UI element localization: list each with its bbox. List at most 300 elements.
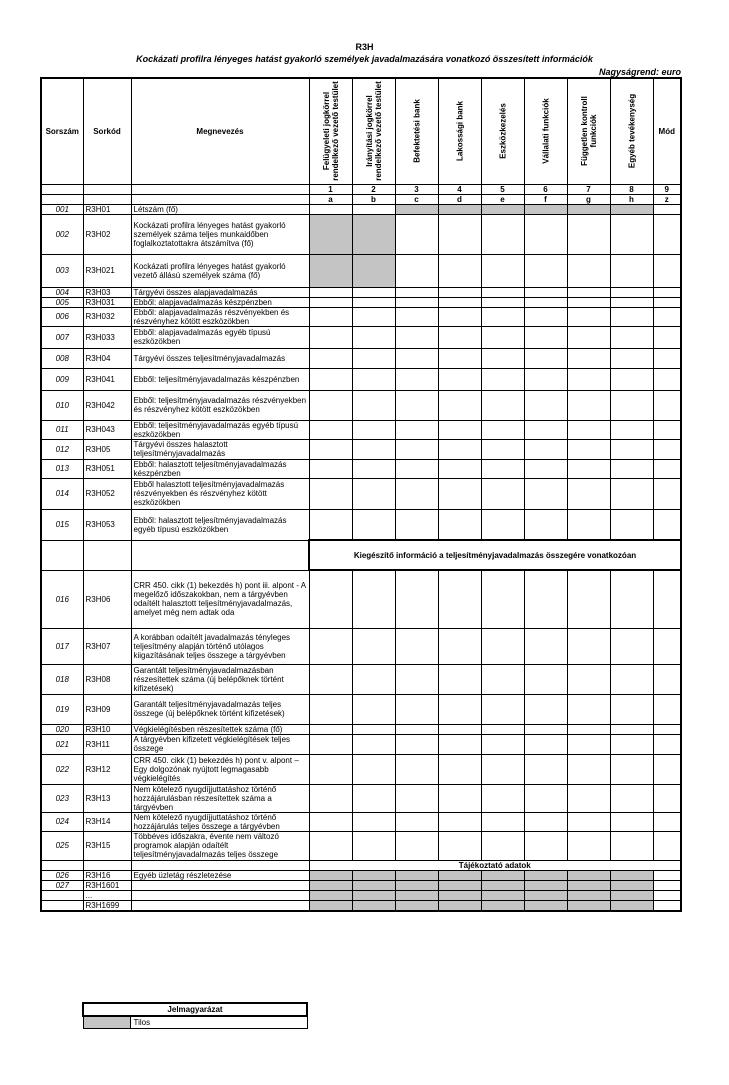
- data-cell[interactable]: [481, 287, 524, 297]
- data-cell[interactable]: [438, 307, 481, 326]
- row-megnevezes: Ebből: halasztott teljesítményjavadalmazás készpénzben: [131, 459, 309, 478]
- data-cell[interactable]: [438, 812, 481, 831]
- data-cell[interactable]: [395, 570, 438, 628]
- data-cell[interactable]: [653, 724, 681, 734]
- data-cell[interactable]: [653, 784, 681, 812]
- data-cell[interactable]: [309, 439, 352, 459]
- row-sorkod: R3H13: [83, 784, 131, 812]
- data-cell[interactable]: [610, 297, 653, 307]
- data-cell[interactable]: [653, 348, 681, 368]
- data-cell[interactable]: [567, 254, 610, 287]
- legend-title: Jelmagyarázat: [83, 1003, 307, 1016]
- row-sorkod: R3H05: [83, 439, 131, 459]
- row-sorkod: R3H052: [83, 478, 131, 509]
- data-cell[interactable]: [567, 812, 610, 831]
- data-cell[interactable]: [309, 831, 352, 860]
- data-cell[interactable]: [309, 734, 352, 754]
- data-cell[interactable]: [653, 664, 681, 694]
- data-cell: [481, 900, 524, 911]
- header-sorkod: Sorkód: [83, 78, 131, 184]
- data-cell[interactable]: [524, 459, 567, 478]
- data-cell[interactable]: [653, 890, 681, 900]
- data-cell[interactable]: [352, 784, 395, 812]
- data-cell[interactable]: [395, 784, 438, 812]
- data-cell[interactable]: [309, 694, 352, 724]
- data-cell[interactable]: [352, 734, 395, 754]
- data-cell[interactable]: [481, 694, 524, 724]
- data-cell[interactable]: [352, 509, 395, 540]
- data-cell[interactable]: [524, 509, 567, 540]
- row-megnevezes: Nem kötelező nyugdíjjuttatáshoz történő hozzájárulásban részesítettek száma a tárgyévben: [131, 784, 309, 812]
- data-cell[interactable]: [309, 326, 352, 348]
- data-cell[interactable]: [610, 664, 653, 694]
- data-cell[interactable]: [610, 390, 653, 420]
- data-cell[interactable]: [524, 287, 567, 297]
- data-cell[interactable]: [610, 287, 653, 297]
- data-cell[interactable]: [352, 420, 395, 439]
- data-cell[interactable]: [653, 297, 681, 307]
- row-megnevezes: Többéves időszakra, évente nem változó programok alapján odaítélt teljesítményjavadalmazás teljes összege: [131, 831, 309, 860]
- data-cell[interactable]: [481, 628, 524, 664]
- data-cell[interactable]: [524, 297, 567, 307]
- data-cell[interactable]: [610, 478, 653, 509]
- data-cell[interactable]: [309, 784, 352, 812]
- data-cell[interactable]: [653, 880, 681, 890]
- data-cell[interactable]: [610, 326, 653, 348]
- row-sorszam: 010: [41, 390, 83, 420]
- row-megnevezes: Ebből: teljesítményjavadalmazás részvényekben és részvényhez kötött eszközökben: [131, 390, 309, 420]
- data-cell[interactable]: [438, 420, 481, 439]
- data-cell: [395, 870, 438, 880]
- data-cell[interactable]: [309, 297, 352, 307]
- data-cell[interactable]: [481, 439, 524, 459]
- data-cell[interactable]: [352, 478, 395, 509]
- data-cell[interactable]: [352, 348, 395, 368]
- data-cell[interactable]: [610, 459, 653, 478]
- data-cell[interactable]: [481, 254, 524, 287]
- data-cell[interactable]: [524, 214, 567, 254]
- data-cell[interactable]: [567, 439, 610, 459]
- data-cell[interactable]: [352, 368, 395, 390]
- row-megnevezes: Garantált teljesítményjavadalmazásban részesítettek száma (új belépőknek történt kifizetések): [131, 664, 309, 694]
- data-cell[interactable]: [438, 694, 481, 724]
- data-cell[interactable]: [653, 570, 681, 628]
- data-cell[interactable]: [653, 870, 681, 880]
- data-cell: [567, 890, 610, 900]
- data-cell[interactable]: [481, 420, 524, 439]
- header-sorszam: Sorszám: [41, 78, 83, 184]
- data-cell[interactable]: [395, 459, 438, 478]
- row-megnevezes: Nem kötelező nyugdíjjuttatáshoz történő hozzájárulás teljes összege a tárgyévben: [131, 812, 309, 831]
- data-cell[interactable]: [352, 628, 395, 664]
- data-cell[interactable]: [610, 628, 653, 664]
- data-cell[interactable]: [481, 478, 524, 509]
- data-cell[interactable]: [309, 459, 352, 478]
- data-cell: [567, 880, 610, 890]
- row-sorszam: 005: [41, 297, 83, 307]
- table-row: [41, 509, 681, 540]
- row-sorkod: ...: [83, 890, 131, 900]
- data-cell[interactable]: [438, 734, 481, 754]
- data-cell: [524, 204, 567, 214]
- data-cell[interactable]: [653, 754, 681, 784]
- data-cell[interactable]: [610, 812, 653, 831]
- data-cell[interactable]: [395, 368, 438, 390]
- data-cell[interactable]: [653, 307, 681, 326]
- data-cell[interactable]: [438, 214, 481, 254]
- data-cell[interactable]: [653, 439, 681, 459]
- data-cell[interactable]: [524, 348, 567, 368]
- data-cell[interactable]: [567, 570, 610, 628]
- data-cell[interactable]: [395, 390, 438, 420]
- data-cell[interactable]: [309, 368, 352, 390]
- data-cell: [352, 900, 395, 911]
- data-cell[interactable]: [438, 254, 481, 287]
- data-cell[interactable]: [352, 307, 395, 326]
- data-cell[interactable]: [395, 694, 438, 724]
- data-cell[interactable]: [352, 297, 395, 307]
- row-sorszam: 008: [41, 348, 83, 368]
- data-cell[interactable]: [653, 204, 681, 214]
- row-sorszam: 011: [41, 420, 83, 439]
- data-cell[interactable]: [567, 784, 610, 812]
- data-cell[interactable]: [352, 459, 395, 478]
- table-row: [41, 870, 681, 880]
- row-megnevezes: Végkielégítésben részesítettek száma (fő): [131, 724, 309, 734]
- data-cell[interactable]: [395, 254, 438, 287]
- data-cell[interactable]: [481, 664, 524, 694]
- data-cell[interactable]: [524, 307, 567, 326]
- data-cell[interactable]: [567, 307, 610, 326]
- data-cell: [352, 870, 395, 880]
- data-cell[interactable]: [481, 348, 524, 368]
- data-cell[interactable]: [567, 831, 610, 860]
- data-cell[interactable]: [610, 694, 653, 724]
- data-cell[interactable]: [438, 831, 481, 860]
- data-cell[interactable]: [481, 734, 524, 754]
- row-sorszam: 001: [41, 204, 83, 214]
- data-cell[interactable]: [438, 348, 481, 368]
- table-row: [41, 204, 681, 214]
- data-cell[interactable]: [524, 694, 567, 724]
- data-cell[interactable]: [309, 724, 352, 734]
- data-cell[interactable]: [309, 204, 352, 214]
- data-cell[interactable]: [653, 694, 681, 724]
- data-cell[interactable]: [524, 326, 567, 348]
- data-cell[interactable]: [524, 784, 567, 812]
- data-cell[interactable]: [610, 784, 653, 812]
- data-cell[interactable]: [438, 439, 481, 459]
- data-cell[interactable]: [524, 831, 567, 860]
- data-cell[interactable]: [481, 831, 524, 860]
- data-cell[interactable]: [524, 734, 567, 754]
- legend-tilos: Tilos: [130, 1016, 307, 1029]
- data-cell[interactable]: [567, 459, 610, 478]
- data-cell[interactable]: [352, 204, 395, 214]
- data-cell[interactable]: [481, 784, 524, 812]
- table-row: [41, 478, 681, 509]
- row-sorkod: R3H053: [83, 509, 131, 540]
- data-cell[interactable]: [567, 724, 610, 734]
- data-cell[interactable]: [352, 390, 395, 420]
- data-cell[interactable]: [395, 478, 438, 509]
- data-cell[interactable]: [352, 724, 395, 734]
- data-cell[interactable]: [567, 478, 610, 509]
- legend: [82, 1002, 308, 1029]
- data-cell[interactable]: [395, 348, 438, 368]
- data-cell: [567, 204, 610, 214]
- data-cell[interactable]: [653, 459, 681, 478]
- data-cell[interactable]: [567, 694, 610, 724]
- data-cell[interactable]: [309, 390, 352, 420]
- data-cell[interactable]: [567, 664, 610, 694]
- row-sorszam: 012: [41, 439, 83, 459]
- table-row: [41, 459, 681, 478]
- row-sorszam: 018: [41, 664, 83, 694]
- data-cell[interactable]: [524, 812, 567, 831]
- data-cell[interactable]: [481, 326, 524, 348]
- data-cell[interactable]: [653, 478, 681, 509]
- data-cell[interactable]: [567, 509, 610, 540]
- data-cell[interactable]: [610, 831, 653, 860]
- data-cell[interactable]: [309, 570, 352, 628]
- row-sorkod: R3H021: [83, 254, 131, 287]
- data-cell[interactable]: [610, 214, 653, 254]
- data-cell[interactable]: [524, 478, 567, 509]
- data-cell: [309, 870, 352, 880]
- header-col-5: Eszközkezelés: [481, 78, 524, 184]
- data-cell[interactable]: [438, 390, 481, 420]
- data-cell[interactable]: [352, 754, 395, 784]
- data-cell[interactable]: [610, 724, 653, 734]
- data-cell[interactable]: [567, 214, 610, 254]
- data-cell[interactable]: [653, 900, 681, 911]
- data-cell[interactable]: [610, 307, 653, 326]
- data-cell[interactable]: [653, 734, 681, 754]
- data-cell[interactable]: [610, 439, 653, 459]
- data-cell[interactable]: [524, 420, 567, 439]
- header-col-2: Irányítási jogkörrel rendelkező vezető testület: [352, 78, 395, 184]
- data-cell: [481, 204, 524, 214]
- row-sorszam: 016: [41, 570, 83, 628]
- table-row: [41, 831, 681, 860]
- data-cell[interactable]: [352, 326, 395, 348]
- data-cell[interactable]: [610, 420, 653, 439]
- data-cell[interactable]: [352, 287, 395, 297]
- data-cell[interactable]: [309, 348, 352, 368]
- data-cell[interactable]: [524, 368, 567, 390]
- data-cell[interactable]: [653, 368, 681, 390]
- data-cell[interactable]: [309, 628, 352, 664]
- data-cell[interactable]: [524, 628, 567, 664]
- data-cell[interactable]: [438, 724, 481, 734]
- row-megnevezes: Ebből halasztott teljesítményjavadalmazás részvényekben és részvényhez kötött eszközökben: [131, 478, 309, 509]
- data-cell[interactable]: [481, 754, 524, 784]
- data-cell[interactable]: [352, 694, 395, 724]
- data-cell[interactable]: [395, 439, 438, 459]
- data-cell[interactable]: [438, 368, 481, 390]
- data-cell[interactable]: [352, 831, 395, 860]
- data-cell[interactable]: [524, 570, 567, 628]
- row-sorkod: R3H051: [83, 459, 131, 478]
- data-cell[interactable]: [653, 812, 681, 831]
- data-cell[interactable]: [481, 297, 524, 307]
- data-cell[interactable]: [438, 287, 481, 297]
- data-cell[interactable]: [438, 459, 481, 478]
- data-cell[interactable]: [567, 297, 610, 307]
- data-cell[interactable]: [309, 307, 352, 326]
- data-cell[interactable]: [567, 348, 610, 368]
- data-cell[interactable]: [481, 509, 524, 540]
- row-megnevezes: [131, 880, 309, 890]
- data-cell: [352, 254, 395, 287]
- data-cell[interactable]: [567, 734, 610, 754]
- data-cell[interactable]: [610, 348, 653, 368]
- row-megnevezes: Ebből: alapjavadalmazás egyéb típusú eszközökben: [131, 326, 309, 348]
- header-col-8: Egyéb tevékenység: [610, 78, 653, 184]
- data-cell[interactable]: [309, 664, 352, 694]
- data-cell[interactable]: [395, 307, 438, 326]
- data-cell: [309, 900, 352, 911]
- data-cell: [395, 900, 438, 911]
- data-cell[interactable]: [395, 326, 438, 348]
- row-megnevezes: Ebből: teljesítményjavadalmazás egyéb típusú eszközökben: [131, 420, 309, 439]
- data-cell[interactable]: [653, 390, 681, 420]
- row-sorkod: R3H09: [83, 694, 131, 724]
- table-row: [41, 890, 681, 900]
- row-sorkod: R3H02: [83, 214, 131, 254]
- row-sorszam: 020: [41, 724, 83, 734]
- data-cell[interactable]: [524, 664, 567, 694]
- row-megnevezes: Egyéb üzletág részletezése: [131, 870, 309, 880]
- data-cell: [438, 880, 481, 890]
- data-cell[interactable]: [309, 509, 352, 540]
- row-sorkod: R3H11: [83, 734, 131, 754]
- data-cell[interactable]: [395, 628, 438, 664]
- data-cell[interactable]: [481, 214, 524, 254]
- data-cell[interactable]: [309, 754, 352, 784]
- data-cell[interactable]: [395, 664, 438, 694]
- data-cell[interactable]: [653, 254, 681, 287]
- data-cell[interactable]: [567, 754, 610, 784]
- data-cell[interactable]: [610, 254, 653, 287]
- data-cell[interactable]: [610, 734, 653, 754]
- data-cell[interactable]: [309, 478, 352, 509]
- data-cell[interactable]: [610, 509, 653, 540]
- row-sorszam: 023: [41, 784, 83, 812]
- data-cell[interactable]: [395, 420, 438, 439]
- data-cell[interactable]: [395, 287, 438, 297]
- data-cell[interactable]: [653, 628, 681, 664]
- table-row: [41, 287, 681, 297]
- data-cell[interactable]: [352, 439, 395, 459]
- data-cell[interactable]: [481, 368, 524, 390]
- row-sorkod: R3H06: [83, 570, 131, 628]
- data-cell[interactable]: [395, 214, 438, 254]
- data-cell[interactable]: [610, 368, 653, 390]
- data-cell[interactable]: [567, 287, 610, 297]
- data-cell[interactable]: [610, 754, 653, 784]
- section-kiegeszito: Kiegészítő információ a teljesítményjavadalmazás összegére vonatkozóan: [309, 540, 681, 570]
- data-cell[interactable]: [567, 368, 610, 390]
- data-cell[interactable]: [395, 831, 438, 860]
- data-cell[interactable]: [524, 390, 567, 420]
- data-cell[interactable]: [395, 724, 438, 734]
- data-cell[interactable]: [309, 287, 352, 297]
- data-cell[interactable]: [309, 420, 352, 439]
- data-cell[interactable]: [653, 831, 681, 860]
- data-cell[interactable]: [395, 754, 438, 784]
- data-cell[interactable]: [438, 754, 481, 784]
- row-sorszam: 025: [41, 831, 83, 860]
- data-cell[interactable]: [653, 509, 681, 540]
- data-cell[interactable]: [438, 570, 481, 628]
- row-megnevezes: Tárgyévi összes alapjavadalmazás: [131, 287, 309, 297]
- data-cell[interactable]: [438, 297, 481, 307]
- header-col-3: Befektetési bank: [395, 78, 438, 184]
- data-cell[interactable]: [352, 664, 395, 694]
- data-cell[interactable]: [481, 724, 524, 734]
- data-cell[interactable]: [524, 724, 567, 734]
- data-cell[interactable]: [438, 478, 481, 509]
- data-cell[interactable]: [567, 420, 610, 439]
- data-cell[interactable]: [352, 812, 395, 831]
- data-cell[interactable]: [481, 390, 524, 420]
- header-col-9: Mód: [653, 78, 681, 184]
- data-cell[interactable]: [438, 509, 481, 540]
- table-row: [41, 570, 681, 628]
- form-subtitle: Kockázati profilra lényeges hatást gyakorló személyek javadalmazására vonatkozó összesített információk: [136, 54, 593, 64]
- data-cell: [481, 870, 524, 880]
- data-cell: [610, 890, 653, 900]
- data-cell[interactable]: [481, 570, 524, 628]
- table-row: [41, 368, 681, 390]
- data-cell[interactable]: [481, 459, 524, 478]
- data-cell[interactable]: [567, 326, 610, 348]
- data-cell[interactable]: [653, 420, 681, 439]
- data-cell[interactable]: [653, 287, 681, 297]
- data-cell[interactable]: [567, 390, 610, 420]
- data-cell[interactable]: [395, 812, 438, 831]
- data-cell[interactable]: [481, 812, 524, 831]
- data-cell[interactable]: [309, 812, 352, 831]
- data-cell[interactable]: [524, 254, 567, 287]
- table-row: [41, 307, 681, 326]
- data-cell[interactable]: [481, 307, 524, 326]
- data-cell[interactable]: [438, 326, 481, 348]
- data-cell: [567, 900, 610, 911]
- data-cell[interactable]: [395, 734, 438, 754]
- data-cell[interactable]: [438, 628, 481, 664]
- header-col-4: Lakossági bank: [438, 78, 481, 184]
- data-cell[interactable]: [524, 439, 567, 459]
- data-cell: [438, 900, 481, 911]
- data-cell[interactable]: [653, 326, 681, 348]
- table-row: [41, 628, 681, 664]
- data-cell[interactable]: [653, 214, 681, 254]
- data-cell[interactable]: [610, 570, 653, 628]
- data-cell[interactable]: [352, 570, 395, 628]
- row-megnevezes: Tárgyévi összes teljesítményjavadalmazás: [131, 348, 309, 368]
- data-cell[interactable]: [438, 784, 481, 812]
- data-cell[interactable]: [395, 297, 438, 307]
- row-sorszam: 002: [41, 214, 83, 254]
- row-sorszam: 022: [41, 754, 83, 784]
- data-cell[interactable]: [395, 509, 438, 540]
- data-cell[interactable]: [438, 664, 481, 694]
- data-cell[interactable]: [524, 754, 567, 784]
- data-cell[interactable]: [567, 628, 610, 664]
